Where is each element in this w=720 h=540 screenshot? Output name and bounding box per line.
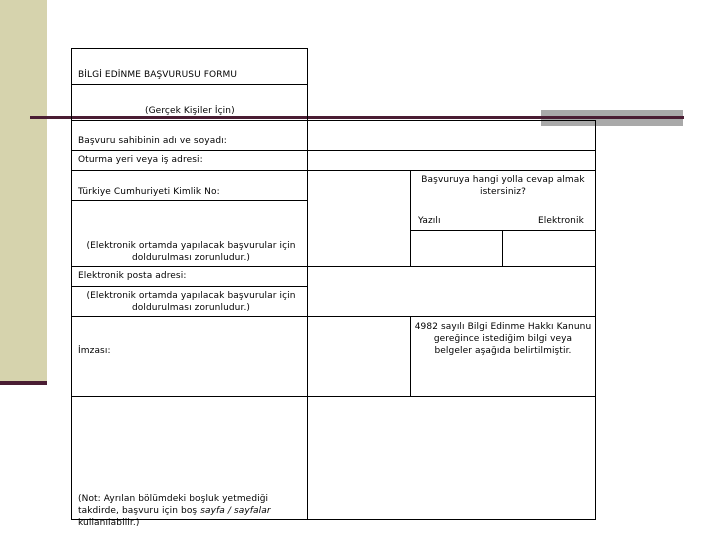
address-label: Oturma yeri veya iş adresi:	[78, 155, 203, 165]
law-statement: 4982 sayılı Bilgi Edinme Hakkı Kanunu gereğince istediğim bilgi veya belgeler aşağıda belirtilmiştir.	[414, 322, 592, 356]
email-label: Elektronik posta adresi:	[78, 271, 187, 281]
rule-accent-line	[541, 116, 683, 119]
side-decoration-bar	[0, 381, 47, 385]
applicant-name-label: Başvuru sahibinin adı ve soyadı:	[78, 136, 227, 146]
form-title: BİLGİ EDİNME BAŞVURUSU FORMU	[78, 70, 238, 80]
footnote: (Not: Ayrılan bölümdeki boşluk yetmediği takdirde, başvuru için boş sayfa / sayfalar kullanılabilir.)	[78, 494, 271, 528]
side-decoration-strip	[0, 0, 47, 384]
electronic-note-2: (Elektronik ortamda yapılacak başvurular için doldurulması zorunludur.)	[86, 291, 296, 313]
id-number-label: Türkiye Cumhuriyeti Kimlik No:	[78, 187, 220, 197]
reply-option-electronic: Elektronik	[538, 216, 584, 226]
electronic-note-1: (Elektronik ortamda yapılacak başvurular için doldurulması zorunludur.)	[86, 241, 296, 263]
reply-method-question: Başvuruya hangi yolla cevap almak istersiniz?	[421, 175, 585, 197]
form-subtitle: (Gerçek Kişiler İçin)	[145, 106, 235, 116]
reply-option-written: Yazılı	[418, 216, 441, 226]
signature-label: İmzası:	[78, 346, 111, 356]
